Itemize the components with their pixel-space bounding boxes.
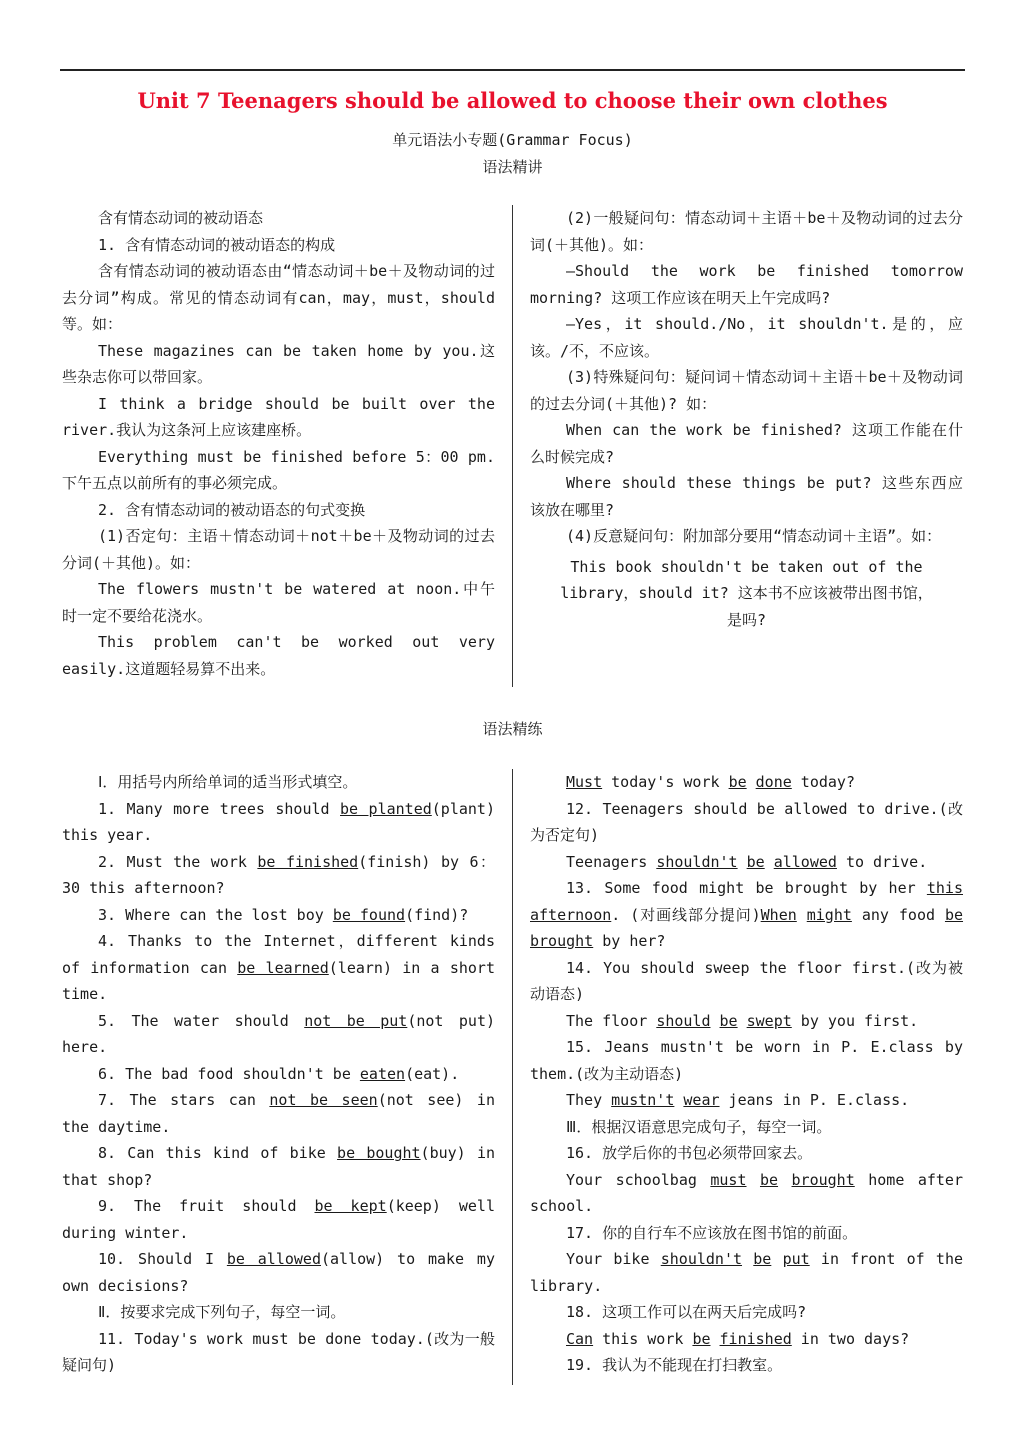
section-title-grammar: 语法精讲 bbox=[482, 158, 543, 176]
answer: eaten bbox=[359, 1064, 406, 1083]
part-heading: Ⅰ．用括号内所给单词的适当形式填空。 bbox=[98, 773, 358, 791]
answer: be bought bbox=[337, 1144, 421, 1162]
question-15: 15. Jeans mustn't be worn in P. E.class by them.(改为主动语态) bbox=[530, 1038, 963, 1083]
answer-18: Can this work be finished in two days? bbox=[566, 1329, 910, 1348]
grammar-paragraph: (2)一般疑问句：情态动词＋主语＋be＋及物动词的过去分词(＋其他)。如： bbox=[530, 209, 963, 254]
question-4: 4. Thanks to the Internet，different kinds of information can be learned(learn) in a short time. bbox=[62, 932, 495, 1003]
question-10: 10. Should I be allowed(allow) to make my own decisions? bbox=[62, 1250, 495, 1295]
question-3: 3. Where can the lost boy be found(find)? bbox=[98, 905, 469, 924]
answer: be planted bbox=[340, 799, 432, 818]
question-8: 8. Can this kind of bike be bought(buy) in that shop? bbox=[62, 1144, 496, 1189]
answer: not be put bbox=[304, 1011, 408, 1030]
subtitle: 单元语法小专题(Grammar Focus) bbox=[392, 131, 633, 149]
answer-14: The floor should be swept by you first. bbox=[566, 1011, 919, 1030]
answer: be finished bbox=[257, 852, 359, 871]
grammar-right-column bbox=[530, 205, 963, 633]
grammar-example: Where should these things be put? 这些东西应该放在哪里? bbox=[530, 474, 963, 519]
question-18: 18. 这项工作可以在两天后完成吗? bbox=[566, 1303, 807, 1321]
question-11: 11. Today's work must be done today.(改为一般疑问句) bbox=[62, 1329, 495, 1374]
grammar-example: library，should it? 这本书不应该被带出图书馆， bbox=[560, 584, 933, 602]
grammar-left-column bbox=[62, 205, 495, 682]
answer: be learned bbox=[237, 958, 329, 977]
answer-17: Your bike shouldn't be put in front of the library. bbox=[530, 1250, 964, 1295]
exercises-right-column bbox=[530, 769, 963, 1379]
question-19: 19. 我认为不能现在打扫教室。 bbox=[566, 1356, 783, 1374]
exercises-left-column bbox=[62, 769, 495, 1379]
grammar-paragraph: 含有情态动词的被动语态 bbox=[98, 209, 264, 227]
grammar-example: 是吗? bbox=[726, 610, 767, 629]
answer: not be seen bbox=[269, 1091, 378, 1109]
page-title: Unit 7 Teenagers should be allowed to choose their own clothes bbox=[137, 88, 888, 113]
answer-11: Must today's work be done today? bbox=[566, 773, 855, 791]
grammar-example: This problem can't be worked out very easily.这道题轻易算不出来。 bbox=[62, 633, 495, 678]
answer: be kept bbox=[314, 1197, 387, 1215]
grammar-paragraph: 2. 含有情态动词的被动语态的句式变换 bbox=[98, 500, 366, 519]
grammar-example: Everything must be finished before 5：00 pm.下午五点以前所有的事必须完成。 bbox=[62, 447, 495, 492]
question-13: 13. Some food might be brought by her this afternoon. (对画线部分提问)When might any food be brought by her? bbox=[530, 879, 964, 950]
answer: be allowed bbox=[226, 1250, 321, 1268]
question-12: 12. Teenagers should be allowed to drive.(改为否定句) bbox=[530, 799, 963, 844]
part-heading: Ⅲ．根据汉语意思完成句子，每空一词。 bbox=[566, 1117, 832, 1136]
column-divider bbox=[512, 769, 513, 1385]
question-5: 5. The water should not be put(not put) here. bbox=[62, 1011, 496, 1056]
question-9: 9. The fruit should be kept(keep) well during winter. bbox=[62, 1197, 495, 1242]
question-2: 2. Must the work be finished(finish) by 6：30 this afternoon? bbox=[62, 852, 495, 897]
answer-12: Teenagers shouldn't be allowed to drive. bbox=[566, 852, 928, 871]
top-rule bbox=[60, 69, 965, 71]
column-divider bbox=[512, 205, 513, 687]
grammar-example: These magazines can be taken home by you.这些杂志你可以带回家。 bbox=[62, 341, 495, 386]
answer-15: They mustn't wear jeans in P. E.class. bbox=[566, 1091, 910, 1109]
question-7: 7. The stars can not be seen(not see) in the daytime. bbox=[62, 1091, 495, 1136]
grammar-paragraph: (4)反意疑问句：附加部分要用“情态动词＋主语”。如： bbox=[566, 527, 942, 545]
grammar-example: I think a bridge should be built over the river.我认为这条河上应该建座桥。 bbox=[62, 394, 495, 439]
grammar-paragraph: (3)特殊疑问句：疑问词＋情态动词＋主语＋be＋及物动词的过去分词(＋其他)? 如： bbox=[530, 368, 963, 413]
grammar-example: —Should the work be finished tomorrow morning? 这项工作应该在明天上午完成吗? bbox=[530, 262, 963, 307]
grammar-paragraph: (1)否定句：主语＋情态动词＋not＋be＋及物动词的过去分词(＋其他)。如： bbox=[62, 527, 495, 572]
part-heading: Ⅱ．按要求完成下列句子，每空一词。 bbox=[98, 1303, 346, 1321]
answer: be found bbox=[332, 905, 406, 924]
grammar-paragraph: 含有情态动词的被动语态由“情态动词＋be＋及物动词的过去分词”构成。常见的情态动词有can，may，must，should等。如： bbox=[62, 262, 495, 333]
question-6: 6. The bad food shouldn't be eaten(eat). bbox=[98, 1064, 460, 1083]
grammar-example: —Yes，it should./No，it shouldn't.是的，应该。/不，不应该。 bbox=[530, 315, 963, 360]
grammar-example: When can the work be finished? 这项工作能在什么时候完成? bbox=[530, 421, 963, 466]
grammar-example: The flowers mustn't be watered at noon.中午时一定不要给花浇水。 bbox=[62, 580, 495, 625]
section-title-exercises: 语法精练 bbox=[482, 720, 543, 738]
question-17: 17. 你的自行车不应该放在图书馆的前面。 bbox=[566, 1223, 858, 1242]
grammar-paragraph: 1. 含有情态动词的被动语态的构成 bbox=[98, 235, 336, 254]
question-14: 14. You should sweep the floor first.(改为被动语态) bbox=[530, 958, 963, 1003]
answer-16: Your schoolbag must be brought home after school. bbox=[530, 1170, 963, 1215]
grammar-example: This book shouldn't be taken out of the bbox=[570, 557, 923, 576]
question-1: 1. Many more trees should be planted(plant) this year. bbox=[62, 799, 495, 844]
question-16: 16. 放学后你的书包必须带回家去。 bbox=[566, 1144, 813, 1162]
